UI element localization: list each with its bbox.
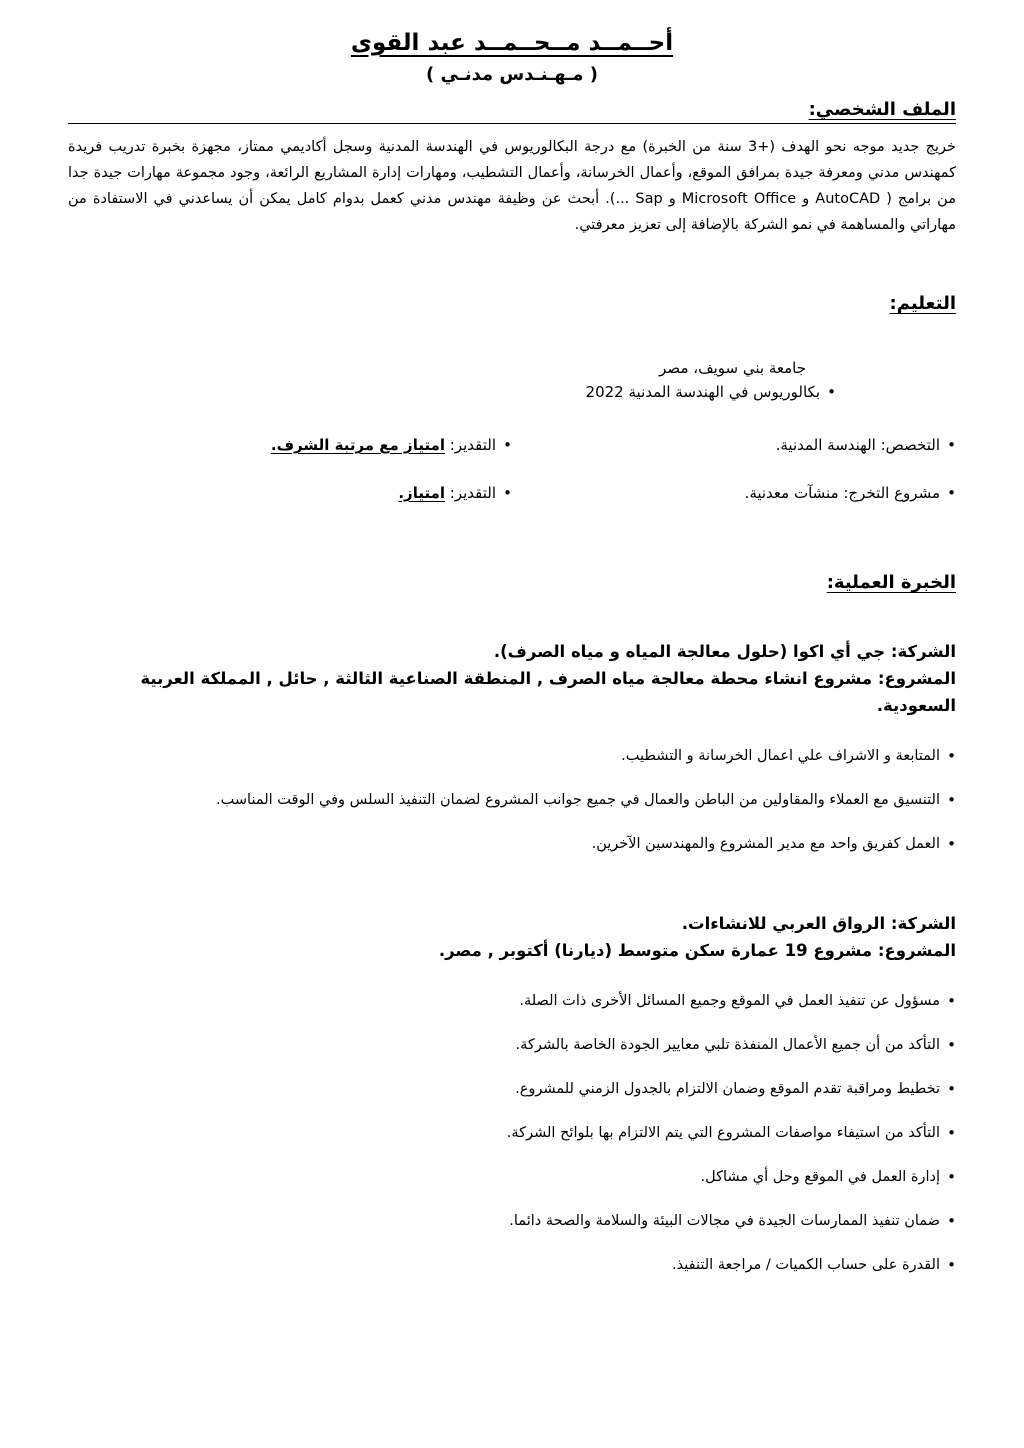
- education-section-heading: التعليم:: [889, 293, 956, 314]
- grade-value: امتياز.: [398, 484, 445, 502]
- degree-text: بكالوريوس في الهندسة المدنية 2022: [585, 383, 820, 401]
- responsibility-text: التنسيق مع العملاء والمقاولين من الباطن والعمال في جميع جوانب المشروع لضمان التنفيذ السلس وفي الوقت المناسب.: [216, 792, 940, 808]
- responsibility-item: [68, 1078, 956, 1100]
- job-entry: [68, 910, 956, 1276]
- education-details: [68, 436, 956, 502]
- responsibility-item: [68, 1254, 956, 1276]
- responsibility-text: ضمان تنفيذ الممارسات الجيدة في مجالات البيئة والسلامة والصحة دائما.: [509, 1213, 940, 1229]
- responsibility-text: المتابعة و الاشراف علي اعمال الخرسانة و التشطيب.: [621, 748, 940, 764]
- company-line: الشركة: جي أي اكوا (حلول معالجة المياه و مياه الصرف).: [493, 642, 956, 661]
- education-row: [68, 484, 956, 502]
- profile-summary-text: خريج جديد موجه نحو الهدف (+3 سنة من الخبرة) مع درجة البكالوريوس في الهندسة المدنية وسجل أكاديمي ممتاز، مجهزة بخبرة تدريب فريدة كمهندس مدني ومعرفة جيدة بمرافق الموقع، وأعمال الخرسانة، وأعمال التشطيب، ومهارات إدارة المشاريع الرائعة، وجود مجموعة مهارات جيدة جدا من برامج ( AutoCAD و Microsoft Office و Sap ...). أبحث عن وظيفة مهندس مدني كعمل بدوام كامل يمكن أن يساعدني في الاستفادة من مهاراتي والمساهمة في نمو الشركة بالإضافة إلى تعزيز معرفتي.: [68, 139, 957, 233]
- responsibility-text: إدارة العمل في الموقع وحل أي مشاكل.: [700, 1169, 940, 1185]
- graduation-project-text: مشروع التخرج: منشآت معدنية.: [744, 484, 940, 502]
- responsibility-item: [68, 1122, 956, 1144]
- responsibility-item: [68, 1034, 956, 1056]
- responsibility-item: [68, 745, 956, 767]
- responsibility-text: العمل كفريق واحد مع مدير المشروع والمهندسين الآخرين.: [591, 836, 940, 852]
- project-line: المشروع: مشروع 19 عمارة سكن متوسط (ديارنا) أكتوبر , مصر.: [438, 941, 956, 960]
- responsibility-text: مسؤول عن تنفيذ العمل في الموقع وجميع المسائل الأخرى ذات الصلة.: [519, 993, 940, 1009]
- job-entry: [68, 638, 956, 855]
- responsibility-text: التأكد من أن جميع الأعمال المنفذة تلبي معايير الجودة الخاصة بالشركة.: [515, 1037, 940, 1053]
- responsibility-item: [68, 1210, 956, 1232]
- experience-section: [68, 572, 956, 593]
- grade-label: التقدير:: [445, 436, 496, 454]
- responsibility-text: تخطيط ومراقبة تقدم الموقع وضمان الالتزام بالجدول الزمني للمشروع.: [515, 1081, 940, 1097]
- job-responsibilities: [68, 990, 956, 1276]
- education-row: [68, 436, 956, 454]
- graduation-project: [512, 484, 956, 502]
- responsibility-item: [68, 990, 956, 1012]
- responsibility-text: القدرة على حساب الكميات / مراجعة التنفيذ.: [672, 1257, 940, 1273]
- candidate-job-title: ( مـهـنـدس مدنـي ): [426, 64, 598, 85]
- grade-value: امتياز مع مرتبة الشرف.: [270, 436, 445, 454]
- education-major-text: التخصص: الهندسة المدنية.: [775, 436, 940, 454]
- education-grade: [68, 436, 512, 454]
- responsibility-text: التأكد من استيفاء مواصفات المشروع التي يتم الالتزام بها بلوائح الشركة.: [506, 1125, 940, 1141]
- responsibility-item: [68, 833, 956, 855]
- education-major: [512, 436, 956, 454]
- experience-section-heading: الخبرة العملية:: [826, 572, 956, 593]
- profile-section-heading: الملف الشخصي:: [808, 99, 956, 120]
- company-line: الشركة: الرواق العربي للانشاءات.: [681, 914, 956, 933]
- profile-section-divider: [68, 99, 956, 124]
- education-section: [68, 293, 956, 314]
- candidate-name: أحــمــد مــحــمــد عبد القوى: [350, 30, 674, 56]
- responsibility-item: [68, 1166, 956, 1188]
- university-name: جامعة بني سويف، مصر: [659, 359, 806, 377]
- responsibility-item: [68, 789, 956, 811]
- job-responsibilities: [68, 745, 956, 855]
- grade-label: التقدير:: [445, 484, 496, 502]
- project-grade: [68, 484, 512, 502]
- project-line: المشروع: مشروع انشاء محطة معالجة مياه الصرف , المنطقة الصناعية الثالثة , حائل , المملكة العربية السعودية.: [140, 669, 956, 715]
- education-university-block: [68, 356, 836, 404]
- degree-line: [68, 380, 836, 404]
